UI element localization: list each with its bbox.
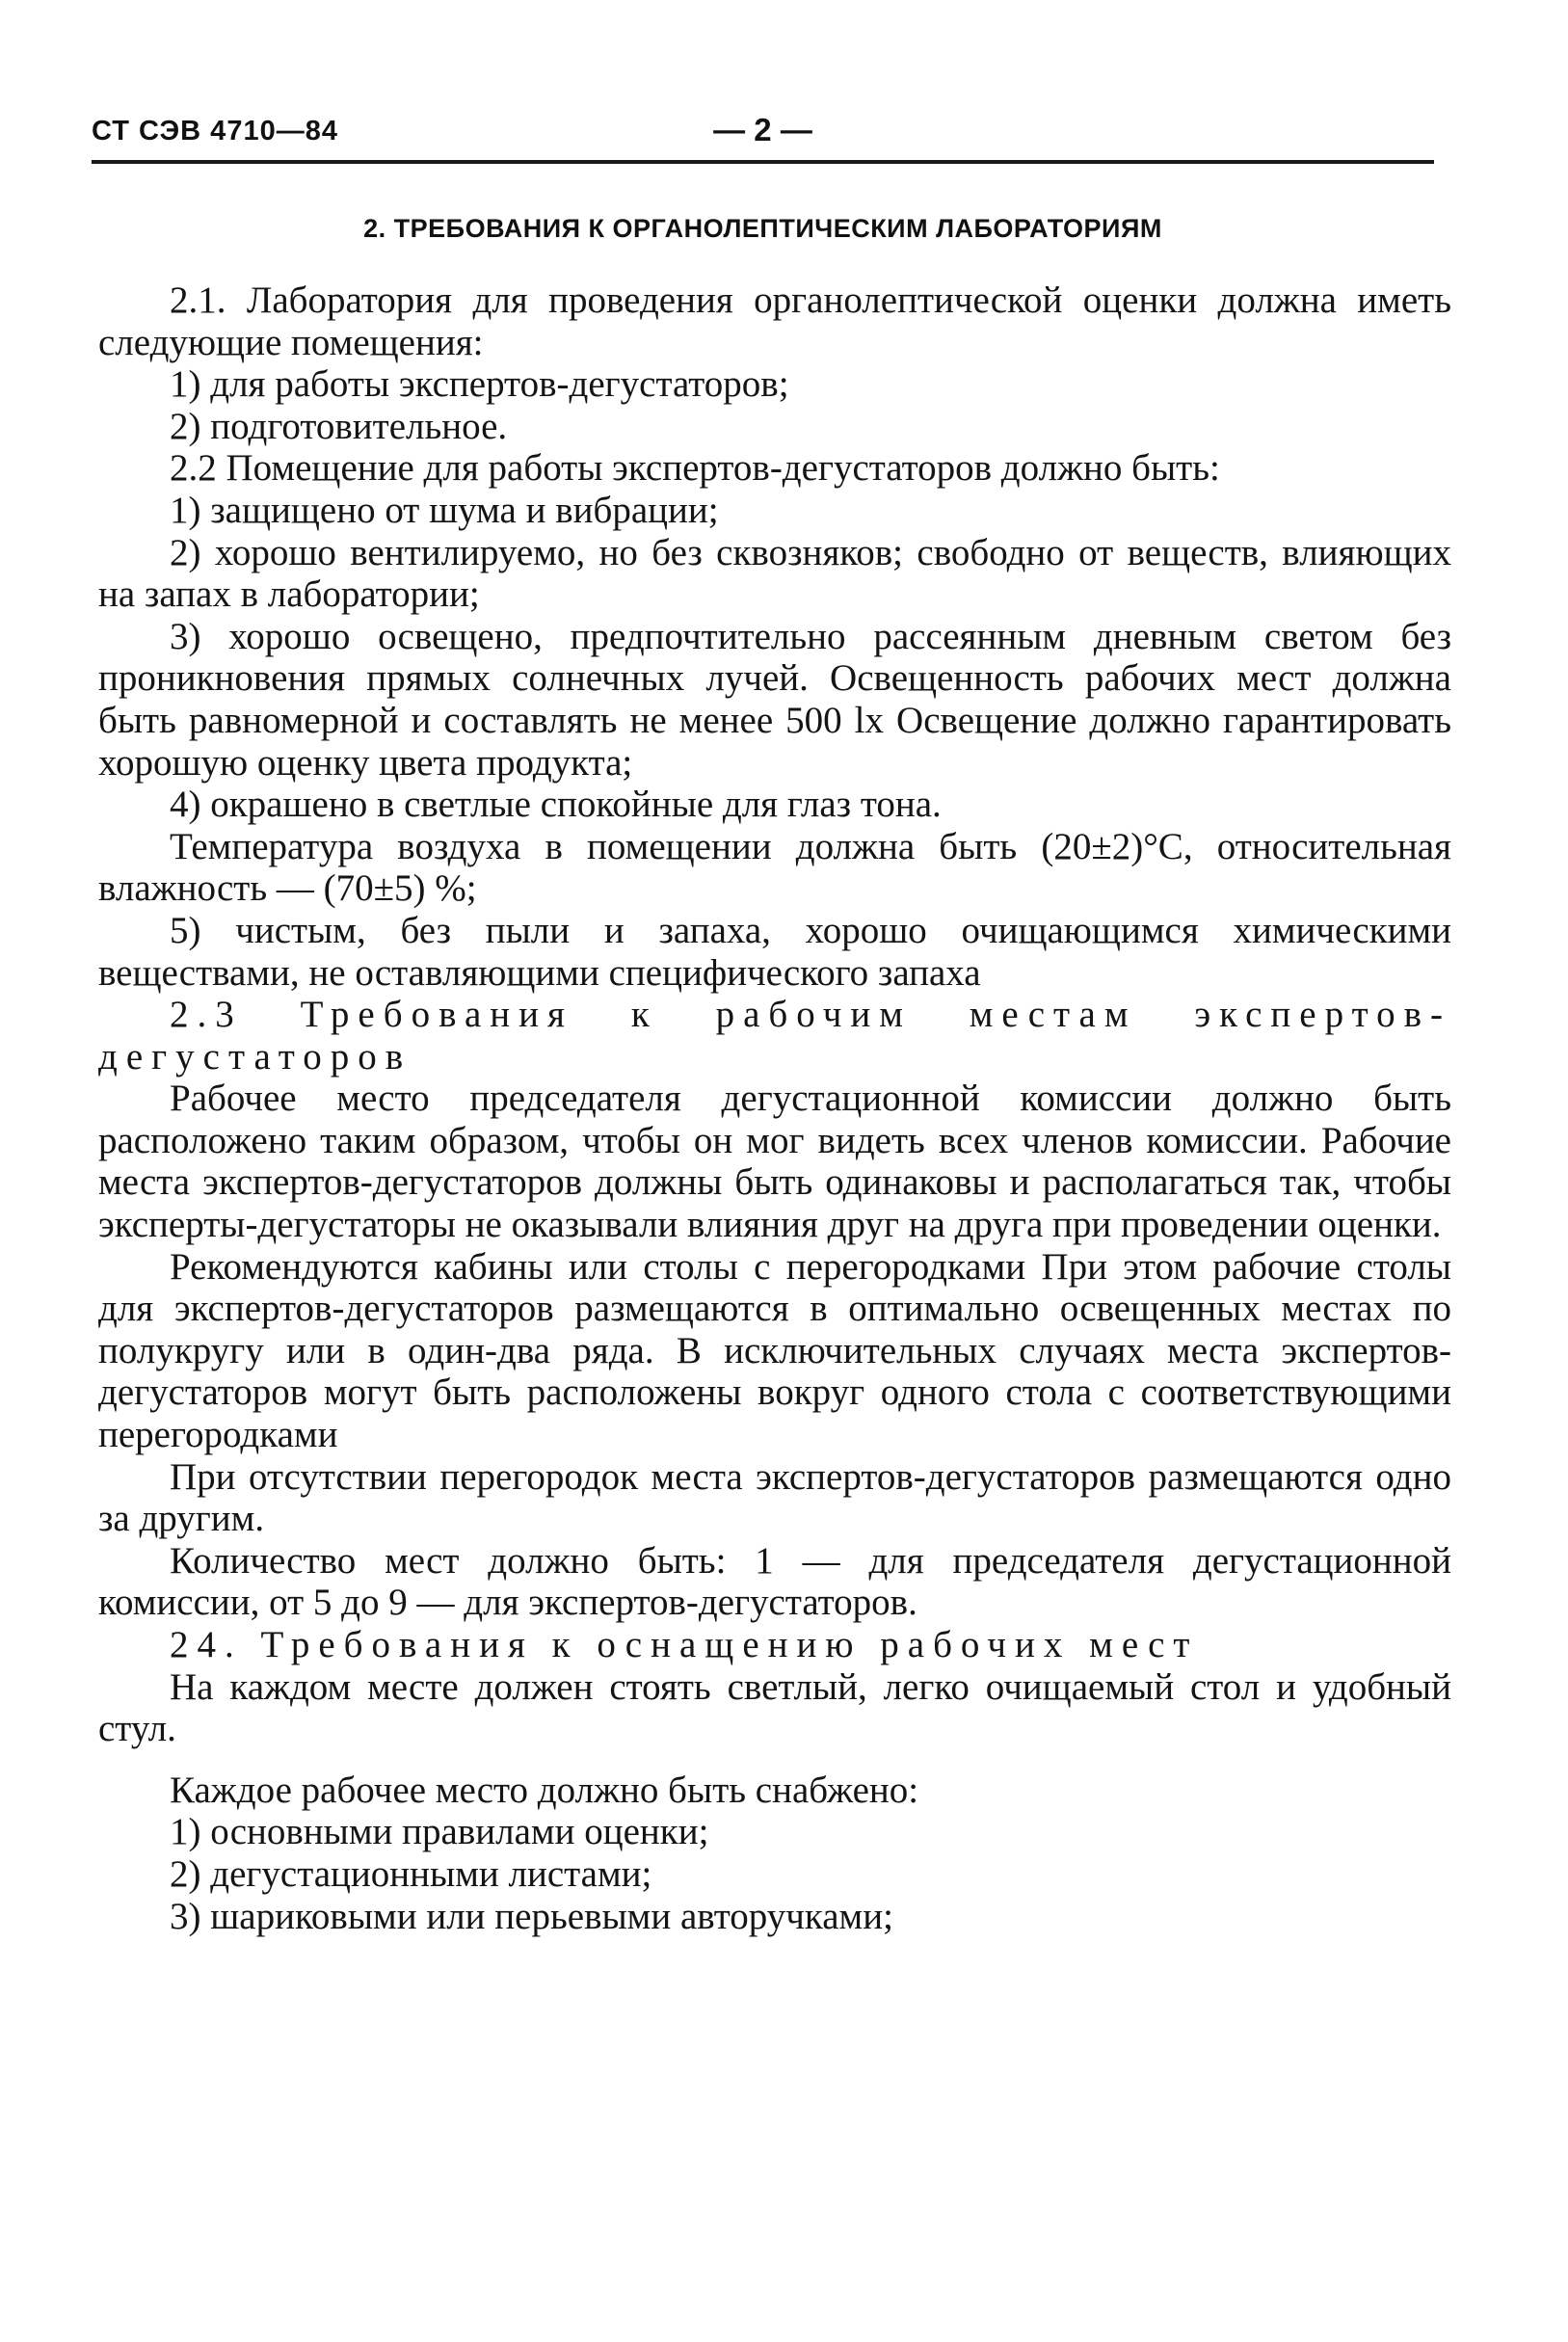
- list-item-rooms-1: 1) для работы экспертов-дегустаторов;: [170, 363, 789, 406]
- list-item-equipment-2: 2) дегустационными листами;: [170, 1852, 652, 1895]
- paragraph-table-chair: На каждом месте должен стоять светлый, легко очищаемый стол и удобный стул.: [98, 1665, 1451, 1750]
- heading-2-4: 24. Требования к оснащению рабочих мест: [170, 1624, 1199, 1665]
- body-text: [98, 279, 1451, 1937]
- paragraph-2-1: 2.1. Лаборатория для проведения органолептической оценки должна иметь следующие помещения:: [98, 279, 1451, 363]
- section-title: 2. ТРЕБОВАНИЯ К ОРГАНОЛЕПТИЧЕСКИМ ЛАБОРАТОРИЯМ: [363, 214, 1162, 243]
- list-item-room-req-5: 5) чистым, без пыли и запаха, хорошо очищающимся химическими веществами, не оставляющими специфического запаха: [98, 909, 1451, 994]
- paragraph-no-partitions: При отсутствии перегородок места экспертов-дегустаторов размещаются одно за другим.: [98, 1455, 1451, 1540]
- page-number: — 2 —: [713, 112, 812, 147]
- header-rule: [92, 160, 1434, 164]
- page-header: [92, 104, 1434, 162]
- list-item-equipment-1: 1) основными правилами оценки;: [170, 1811, 709, 1853]
- paragraph-temperature: Температура воздуха в помещении должна быть (20±2)°С, относительная влажность — (70±5) %;: [98, 825, 1451, 910]
- list-item-rooms-2: 2) подготовительное.: [170, 405, 508, 447]
- paragraph-chairman-place: Рабочее место председателя дегустационной комиссии должно быть расположено таким образом, чтобы он мог видеть всех членов комиссии. Рабочие места экспертов-дегустаторов должны быть одинаковы и располагаться так, чтобы эксперты-дегустаторы не оказывали влияния друг на друга при проведении оценки.: [98, 1078, 1451, 1246]
- list-item-room-req-4: 4) окрашено в светлые спокойные для глаз тона.: [170, 784, 942, 826]
- list-item-room-req-1: 1) защищено от шума и вибрации;: [170, 489, 719, 531]
- heading-2-3: 2.3 Требования к рабочим местам экспертов-дегустаторов: [98, 994, 1451, 1078]
- paragraph-gap: [98, 1750, 1451, 1770]
- paragraph-number-of-places: Количество мест должно быть: 1 — для председателя дегустационной комиссии, от 5 до 9 — для экспертов-дегустаторов.: [98, 1539, 1451, 1624]
- list-item-room-req-3: 3) хорошо освещено, предпочтительно рассеянным дневным светом без проникновения прямых солнечных лучей. Освещенность рабочих мест должна быть равномерной и составлять не менее 500 lх Освещение должно гарантировать хорошую оценку цвета продукта;: [98, 615, 1451, 784]
- list-item-equipment-3: 3) шариковыми или перьевыми авторучками;: [170, 1895, 893, 1937]
- list-item-room-req-2: 2) хорошо вентилируемо, но без сквозняков; свободно от веществ, влияющих на запах в лаборатории;: [98, 531, 1451, 616]
- paragraph-equipment-intro: Каждое рабочее место должно быть снабжено:: [170, 1769, 919, 1811]
- standard-code: СТ СЭВ 4710—84: [92, 116, 338, 146]
- paragraph-2-2: 2.2 Помещение для работы экспертов-дегустаторов должно быть:: [170, 447, 1220, 490]
- paragraph-cabins: Рекомендуются кабины или столы с перегородками При этом рабочие столы для экспертов-дегустаторов размещаются в оптимально освещенных местах по полукругу или в один-два ряда. В исключительных случаях места экспертов-дегустаторов могут быть расположены вокруг одного стола с соответствующими перегородками: [98, 1245, 1451, 1456]
